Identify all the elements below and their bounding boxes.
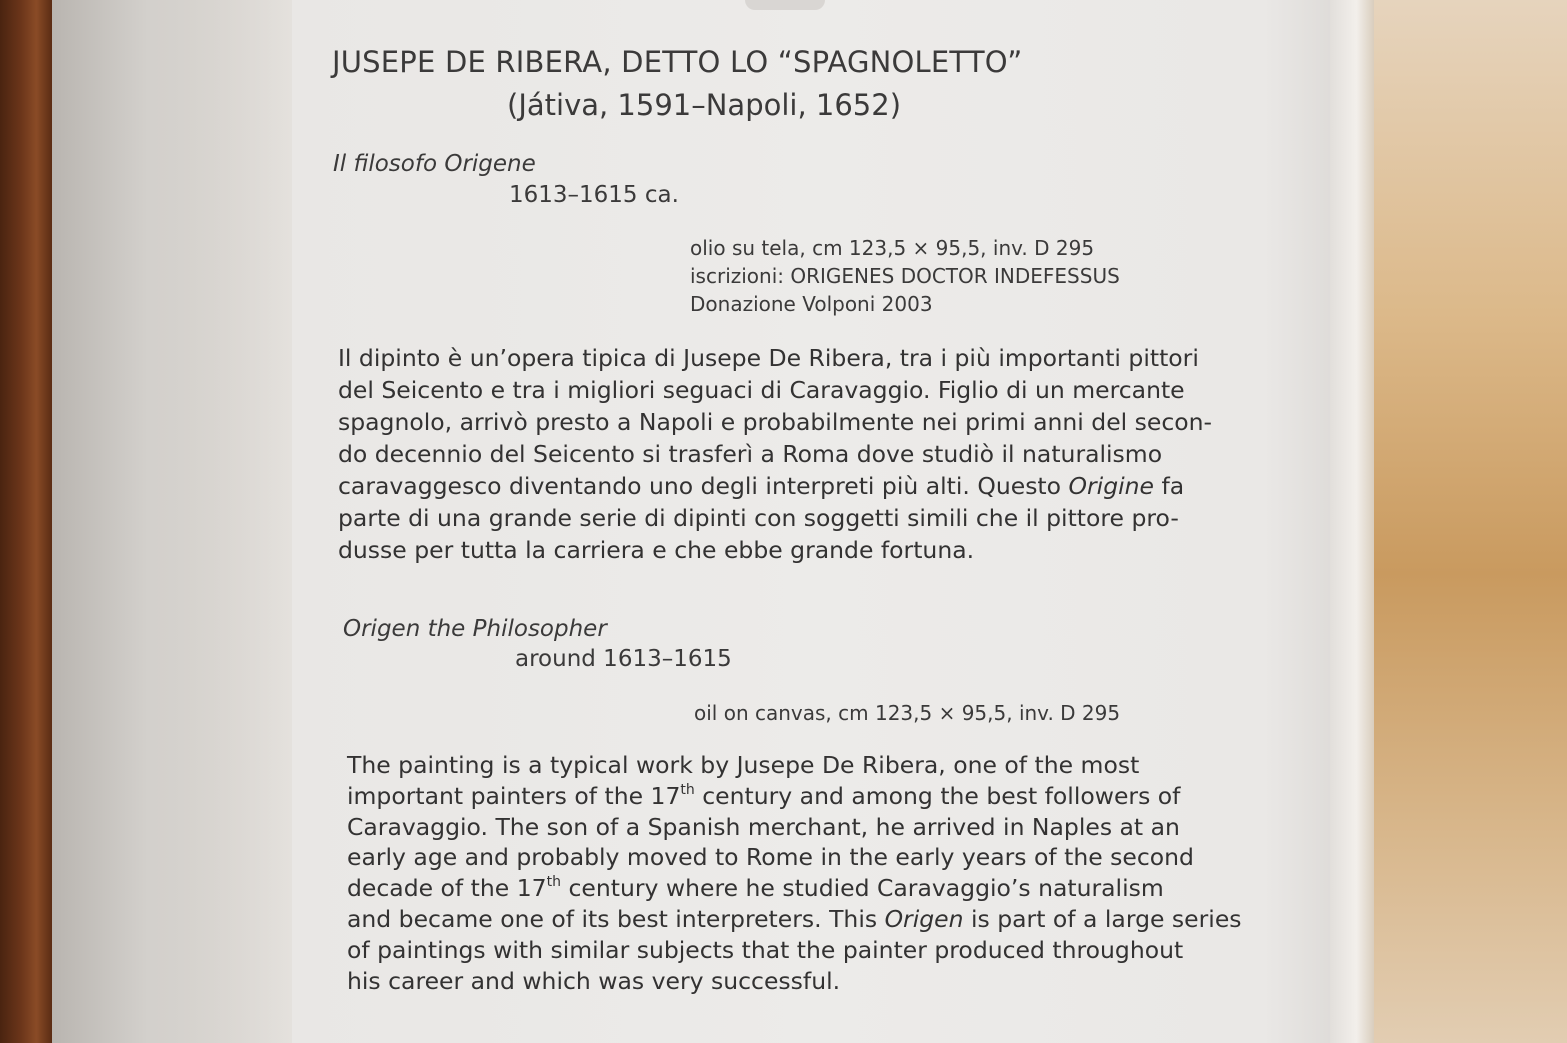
italian-medium: olio su tela, cm 123,5 × 95,5, inv. D 295 xyxy=(690,236,1095,260)
italian-artwork-title: Il filosofo Origene xyxy=(333,151,536,177)
english-line xyxy=(347,904,1242,935)
italian-line: parte di una grande serie di dipinti con soggetti simili che il pittore pro- xyxy=(338,504,1179,532)
english-medium: oil on canvas, cm 123,5 × 95,5, inv. D 295 xyxy=(694,701,1121,725)
artist-name: JUSEPE DE RIBERA, DETTO LO “SPAGNOLETTO” xyxy=(332,45,1023,79)
italian-line: Il dipinto è un’opera tipica di Jusepe De Ribera, tra i più importanti pittori xyxy=(338,344,1199,372)
english-artwork-title: Origen the Philosopher xyxy=(343,616,607,642)
artist-dates: (Játiva, 1591–Napoli, 1652) xyxy=(507,88,902,122)
italian-line-text: fa xyxy=(1154,472,1185,500)
italian-line: dusse per tutta la carriera e che ebbe grande fortuna. xyxy=(338,536,975,564)
english-italic-title: Origen xyxy=(884,904,964,933)
superscript: th xyxy=(546,874,561,891)
english-line-text: important painters of the 17 xyxy=(347,781,681,810)
wooden-frame-edge xyxy=(0,0,52,1043)
english-line-text: century and among the best followers of xyxy=(694,781,1181,810)
english-line-text: decade of the 17 xyxy=(347,874,547,903)
english-line xyxy=(347,873,1242,904)
italian-description xyxy=(338,342,1212,566)
italian-line: spagnolo, arrivò presto a Napoli e probabilmente nei primi anni del secon- xyxy=(338,408,1213,436)
wall-shadow xyxy=(52,0,292,1043)
italian-line: do decennio del Seicento si trasferì a Roma dove studiò il naturalismo xyxy=(338,440,1163,468)
english-line: The painting is a typical work by Jusepe De Ribera, one of the most xyxy=(347,751,1140,779)
mounting-clip xyxy=(745,0,825,10)
italian-inscription: iscrizioni: ORIGENES DOCTOR INDEFESSUS xyxy=(690,264,1120,288)
english-description xyxy=(347,750,1242,996)
panel-edge xyxy=(1330,0,1374,1043)
english-line: Caravaggio. The son of a Spanish merchant, he arrived in Naples at an xyxy=(347,812,1180,841)
english-line-text: is part of a large series xyxy=(963,904,1242,933)
english-line-text: and became one of its best interpreters. This xyxy=(347,904,885,933)
background-wall xyxy=(1374,0,1567,1043)
italian-artwork-date: 1613–1615 ca. xyxy=(509,182,679,208)
english-line-text: century where he studied Caravaggio’s naturalism xyxy=(560,874,1164,903)
superscript: th xyxy=(680,781,695,798)
english-line: of paintings with similar subjects that the painter produced throughout xyxy=(347,935,1184,964)
english-artwork-date: around 1613–1615 xyxy=(515,646,732,672)
italian-line: del Seicento e tra i migliori seguaci di Caravaggio. Figlio di un mercante xyxy=(338,376,1185,404)
italian-provenance: Donazione Volponi 2003 xyxy=(690,292,933,316)
english-line: early age and probably moved to Rome in the early years of the second xyxy=(347,843,1194,872)
italian-line-text: caravaggesco diventando uno degli interpreti più alti. Questo xyxy=(338,472,1069,500)
english-line xyxy=(347,781,1242,812)
english-line: his career and which was very successful. xyxy=(347,966,841,995)
italian-italic-title: Origine xyxy=(1068,472,1154,500)
italian-line xyxy=(338,470,1212,502)
